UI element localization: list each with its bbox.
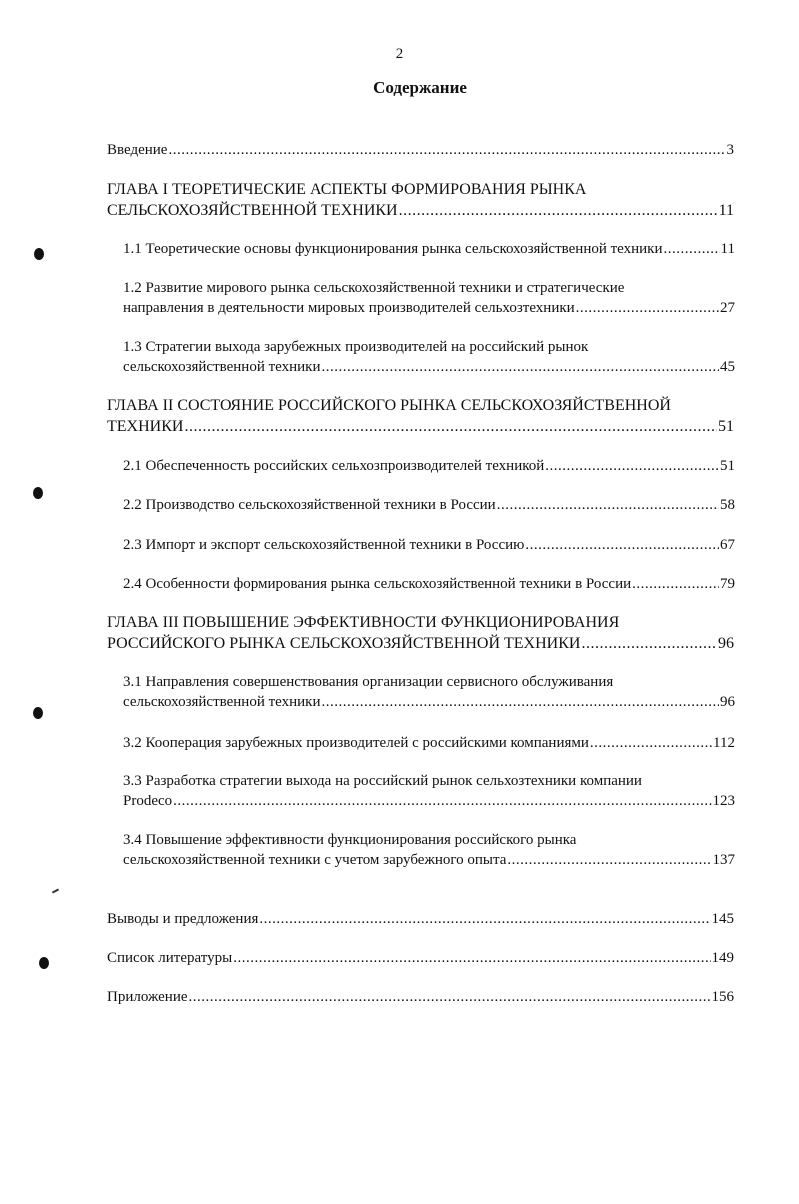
toc-page-number: 11 [720,241,735,257]
toc-entry-title-continued: сельскохозяйственной техники [123,694,321,710]
toc-entry-section-2-3[interactable] [123,535,735,555]
toc-entry-section-3-1[interactable] [123,672,735,712]
toc-page-number: 96 [720,694,735,710]
binder-hole-mark [39,957,49,969]
toc-entry-section-2-1[interactable] [123,456,735,476]
toc-entry-chapter-1[interactable] [107,179,734,221]
leader-dots [545,456,719,476]
toc-page-number: 79 [720,576,735,592]
toc-entry-title-continued: сельскохозяйственной техники с учетом зарубежного опыта [123,852,507,868]
toc-entry-title: Введение [107,142,168,158]
toc-entry-title-continued: Prodeco [123,793,173,809]
toc-entry-title: Список литературы [107,950,233,966]
toc-entry-title: 2.1 Обеспеченность российских сельхозпроизводителей техникой [123,458,545,474]
toc-entry-section-1-3[interactable] [123,337,735,377]
leader-dots [632,574,719,594]
toc-entry-title: 1.2 Развитие мирового рынка сельскохозяйственной техники и стратегические [123,280,625,296]
toc-entry-section-3-4[interactable] [123,830,735,870]
toc-entry-section-2-4[interactable] [123,574,735,594]
binder-hole-mark [34,248,44,260]
leader-dots [322,692,720,712]
leader-dots [399,200,718,221]
toc-page-number: 145 [711,911,734,927]
toc-entry-title: Приложение [107,989,188,1005]
toc-entry-title: 2.3 Импорт и экспорт сельскохозяйственной техники в Россию [123,537,525,553]
toc-page-number: 156 [711,989,734,1005]
leader-dots [168,140,725,160]
toc-entry-introduction[interactable] [107,140,734,160]
toc-entry-title-continued: СЕЛЬСКОХОЗЯЙСТВЕННОЙ ТЕХНИКИ [107,202,398,219]
toc-page-number: 3 [726,142,734,158]
toc-entry-title: ГЛАВА I ТЕОРЕТИЧЕСКИЕ АСПЕКТЫ ФОРМИРОВАНИЯ РЫНКА [107,181,587,198]
leader-dots [664,239,720,259]
binder-hole-mark [33,707,43,719]
leader-dots [576,298,719,318]
toc-entry-section-1-1[interactable] [123,239,735,259]
toc-entry-section-2-2[interactable] [123,495,735,515]
toc-page-number: 58 [720,497,735,513]
toc-entry-title: 3.3 Разработка стратегии выхода на российский рынок сельхозтехники компании [123,773,642,789]
toc-entry-title-continued: ТЕХНИКИ [107,418,184,435]
leader-dots [233,948,710,968]
toc-page-number: 45 [720,359,735,375]
toc-page-number: 51 [720,458,735,474]
toc-entry-title: 2.4 Особенности формирования рынка сельскохозяйственной техники в России [123,576,632,592]
toc-page-number: 149 [711,950,734,966]
leader-dots [507,850,711,870]
toc-entry-title: ГЛАВА III ПОВЫШЕНИЕ ЭФФЕКТИВНОСТИ ФУНКЦИОНИРОВАНИЯ [107,614,620,631]
toc-page-number: 123 [712,793,735,809]
toc-entry-title: 1.1 Теоретические основы функционирования рынка сельскохозяйственной техники [123,241,663,257]
leader-dots [189,987,711,1007]
page-number: 2 [395,46,404,62]
toc-entry-title-continued: РОССИЙСКОГО РЫНКА СЕЛЬСКОХОЗЯЙСТВЕННОЙ ТЕХНИКИ [107,635,581,652]
page-title: Содержание [373,78,467,97]
leader-dots [184,416,717,437]
toc-entry-chapter-3[interactable] [107,612,734,654]
toc-entry-title: Выводы и предложения [107,911,259,927]
toc-entry-title: 2.2 Производство сельскохозяйственной техники в России [123,497,496,513]
toc-page-number: 51 [718,418,734,435]
toc-entry-references[interactable] [107,948,734,968]
toc-entry-section-3-3[interactable] [123,771,735,811]
leader-dots [322,357,720,377]
leader-dots [581,633,717,654]
toc-page-number: 11 [718,202,734,219]
toc-entry-conclusions[interactable] [107,909,734,929]
leader-dots [590,733,712,753]
toc-entry-title: 3.1 Направления совершенствования организации сервисного обслуживания [123,674,614,690]
toc-entry-title: 3.2 Кооперация зарубежных производителей с российскими компаниями [123,735,589,751]
toc-page-number: 27 [720,300,735,316]
toc-entry-title: 1.3 Стратегии выхода зарубежных производителей на российский рынок [123,339,589,355]
toc-page-number: 96 [718,635,734,652]
toc-entry-title-continued: направления в деятельности мировых производителей сельхозтехники [123,300,575,316]
toc-entry-title: ГЛАВА II СОСТОЯНИЕ РОССИЙСКОГО РЫНКА СЕЛЬСКОХОЗЯЙСТВЕННОЙ [107,397,671,414]
leader-dots [497,495,719,515]
toc-entry-section-1-2[interactable] [123,278,735,318]
leader-dots [173,791,711,811]
toc-page-number: 67 [720,537,735,553]
toc-entry-appendix[interactable] [107,987,734,1007]
leader-dots [525,535,719,555]
toc-page-number: 112 [713,735,735,751]
leader-dots [259,909,710,929]
toc-page-number: 137 [712,852,735,868]
toc-entry-section-3-2[interactable] [123,733,735,753]
toc-entry-title-continued: сельскохозяйственной техники [123,359,321,375]
toc-entry-chapter-2[interactable] [107,395,734,437]
toc-entry-title: 3.4 Повышение эффективности функционирования российского рынка [123,832,577,848]
binder-hole-mark [33,487,43,499]
